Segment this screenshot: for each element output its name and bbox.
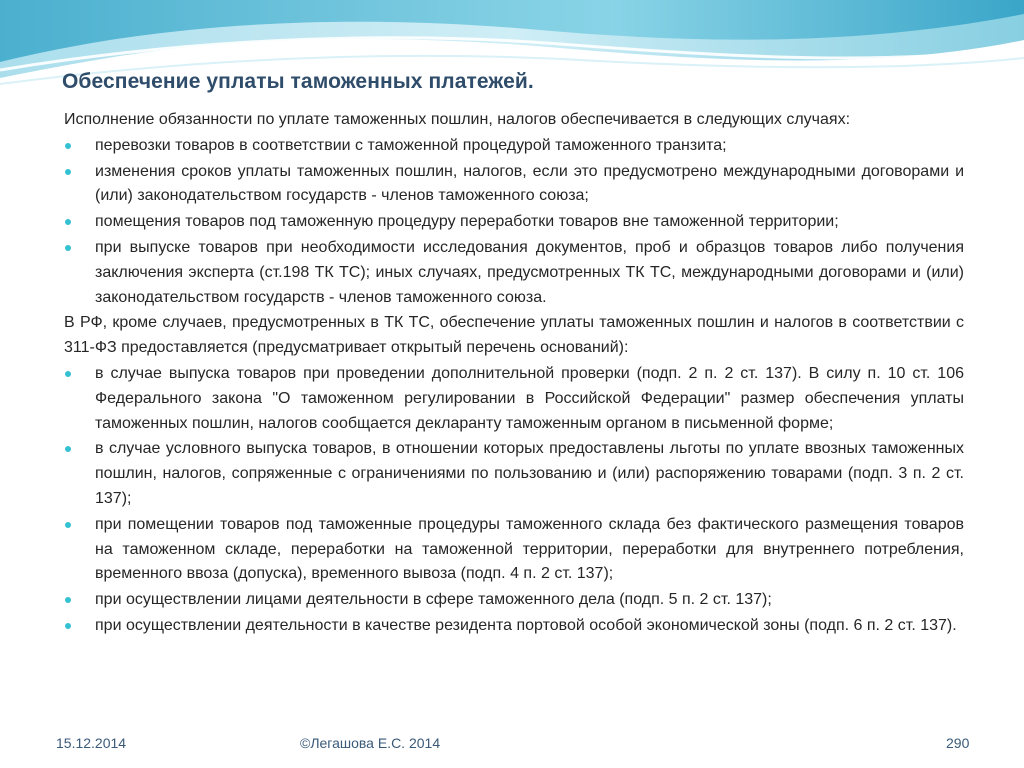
slide-title: Обеспечение уплаты таможенных платежей. bbox=[62, 70, 534, 93]
intro-paragraph: Исполнение обязанности по уплате таможенных пошлин, налогов обеспечивается в следующих случаях: bbox=[64, 111, 851, 128]
bullet-icon bbox=[65, 522, 71, 528]
bullet-icon bbox=[65, 143, 71, 149]
slide-body bbox=[64, 108, 964, 640]
list-item bbox=[64, 134, 964, 159]
list-item bbox=[64, 437, 964, 511]
list-item-text: в случае условного выпуска товаров, в отношении которых предоставлены льготы по уплате ввозных таможенных пошлин, налогов, сопряженные с ограничениями по пользованию и (или) распоряжению товарами (подп. 3 п. 2 ст. 137); bbox=[95, 440, 964, 507]
bullet-icon bbox=[65, 597, 71, 603]
bullet-icon bbox=[65, 446, 71, 452]
bullet-icon bbox=[65, 245, 71, 251]
list-item bbox=[64, 513, 964, 587]
list-item bbox=[64, 236, 964, 310]
list-item bbox=[64, 588, 964, 613]
list-item bbox=[64, 210, 964, 235]
list-item-text: помещения товаров под таможенную процедуру переработки товаров вне таможенной территории; bbox=[95, 213, 839, 231]
second-paragraph: В РФ, кроме случаев, предусмотренных в ТК ТС, обеспечение уплаты таможенных пошлин и налогов в соответствии с 311-ФЗ предоставляется (предусматривает открытый перечень оснований): bbox=[64, 314, 964, 357]
list-item bbox=[64, 362, 964, 436]
footer-date: 15.12.2014 bbox=[56, 735, 127, 751]
list-item bbox=[64, 614, 964, 639]
list-item-text: перевозки товаров в соответствии с таможенной процедурой таможенного транзита; bbox=[95, 136, 727, 154]
list-item-text: при помещении товаров под таможенные процедуры таможенного склада без фактического размещения товаров на таможенном складе, переработки на таможенной территории, переработки для внутреннего потребления, временного ввоза (допуска), временного вывоза (подп. 4 п. 2 ст. 137); bbox=[95, 515, 964, 583]
bullet-icon bbox=[65, 623, 71, 629]
bullet-list-1 bbox=[64, 134, 964, 311]
list-item-text: в случае выпуска товаров при проведении дополнительной проверки (подп. 2 п. 2 ст. 137). В силу п. 10 ст. 106 Федерального закона "О таможенном регулировании в Российской Федерации" размер обеспечения уплаты таможенных пошлин, налогов сообщается декларанту таможенным органом в письменной форме; bbox=[95, 364, 964, 432]
bullet-icon bbox=[65, 219, 71, 225]
bullet-icon bbox=[65, 169, 71, 175]
list-item bbox=[64, 160, 964, 210]
list-item-text: изменения сроков уплаты таможенных пошлин, налогов, если это предусмотрено международными договорами и (или) законодательством государств - членов таможенного союза; bbox=[95, 162, 964, 205]
bullet-icon bbox=[65, 371, 71, 377]
list-item-text: при осуществлении деятельности в качестве резидента портовой особой экономической зоны (подп. 6 п. 2 ст. 137). bbox=[95, 616, 957, 634]
footer-author: ©Легашова Е.С. 2014 bbox=[300, 735, 441, 751]
page-number: 290 bbox=[946, 735, 970, 751]
bullet-list-2 bbox=[64, 362, 964, 639]
list-item-text: при осуществлении лицами деятельности в сфере таможенного дела (подп. 5 п. 2 ст. 137); bbox=[95, 591, 772, 609]
list-item-text: при выпуске товаров при необходимости исследования документов, проб и образцов товаров либо получения заключения эксперта (ст.198 ТК ТС); иных случаях, предусмотренных ТК ТС, международными договорами и (или) законодательством государств - членов таможенного союза. bbox=[95, 238, 964, 306]
